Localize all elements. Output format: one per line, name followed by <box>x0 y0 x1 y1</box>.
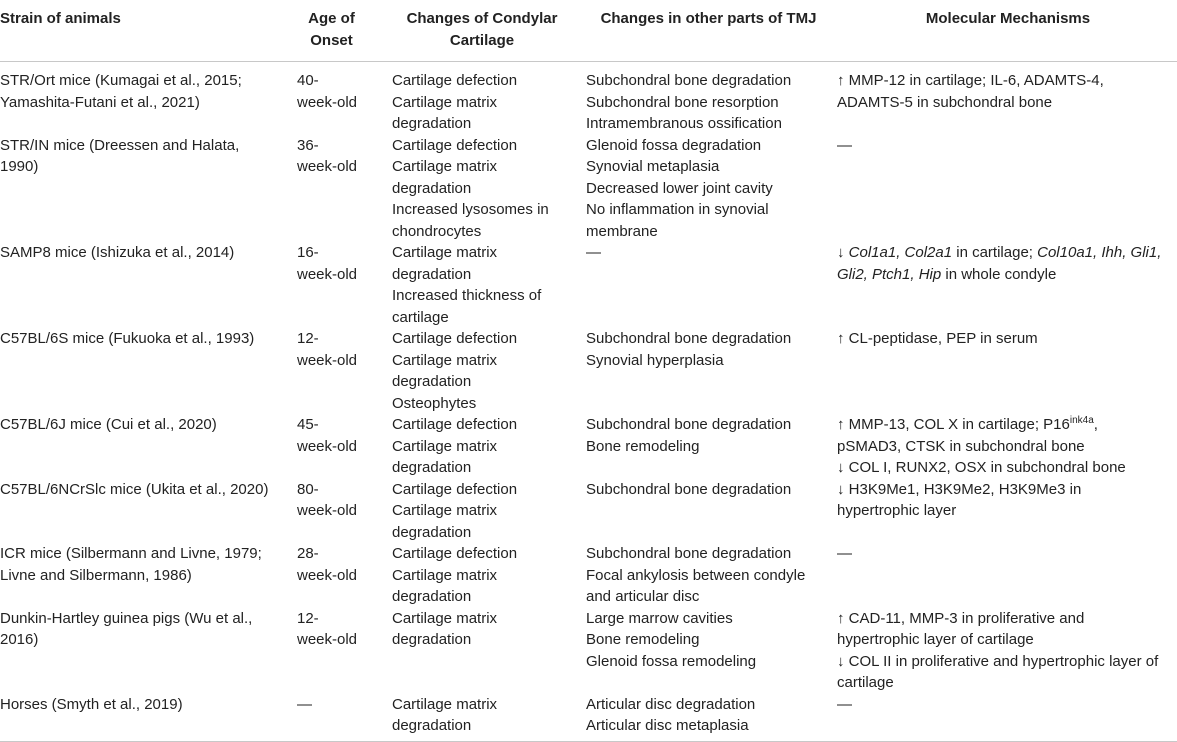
superscript: ink4a <box>1069 415 1094 426</box>
cell-condylar <box>382 414 582 479</box>
molecular-line: hypertrophic layer of cartilage <box>837 631 1034 648</box>
age-line: 45- <box>297 416 319 433</box>
molecular-line: ↑ CAD-11, MMP-3 in proliferative and <box>837 609 1085 627</box>
age-line: 28- <box>297 545 319 562</box>
cell-strain <box>0 479 281 544</box>
cell-age <box>281 608 382 694</box>
cell-age <box>281 328 382 414</box>
other-line: Subchondral bone degradation <box>586 416 792 433</box>
age-line: week-old <box>297 158 358 175</box>
header-other: Changes in other parts of TMJ <box>582 0 835 62</box>
strain-line: 1990) <box>0 158 39 175</box>
cell-strain <box>0 135 281 243</box>
molecular-line: ↓ H3K9Me1, H3K9Me2, H3K9Me3 in <box>837 480 1082 498</box>
strain-line: C57BL/6J mice (Cui et al., 2020) <box>0 416 217 433</box>
condylar-line: Cartilage matrix <box>392 502 498 519</box>
cell-condylar <box>382 62 582 135</box>
cell-condylar <box>382 242 582 328</box>
strain-line: C57BL/6S mice (Fukuoka et al., 1993) <box>0 330 255 347</box>
gene-names: Col1a1, Col2a1 <box>848 244 953 261</box>
condylar-line: degradation <box>392 179 472 197</box>
condylar-line: degradation <box>392 265 472 283</box>
strain-line: Horses (Smyth et al., 2019) <box>0 695 183 713</box>
condylar-line: Cartilage matrix <box>392 695 498 713</box>
age-line: — <box>297 695 312 713</box>
age-line: week-old <box>297 437 358 455</box>
condylar-line: Osteophytes <box>392 394 477 412</box>
cell-other <box>582 608 835 694</box>
strain-line: Yamashita-Futani et al., 2021) <box>0 93 200 111</box>
other-line: Large marrow cavities <box>586 609 733 627</box>
cell-condylar <box>382 135 582 243</box>
cell-strain <box>0 694 281 742</box>
table-row <box>0 694 1177 742</box>
condylar-line: degradation <box>392 631 472 648</box>
cell-molecular <box>835 479 1177 544</box>
cell-other <box>582 694 835 742</box>
condylar-line: degradation <box>392 523 472 541</box>
header-age-line1: Age of <box>308 10 355 27</box>
molecular-line: pSMAD3, CTSK in subchondral bone <box>837 437 1085 455</box>
molecular-line <box>837 264 1177 286</box>
cell-molecular <box>835 543 1177 608</box>
age-line: 36- <box>297 136 319 154</box>
condylar-line: Cartilage matrix <box>392 244 498 261</box>
header-condylar-line1: Changes of Condylar <box>406 10 558 27</box>
cell-molecular <box>835 62 1177 135</box>
condylar-line: Cartilage matrix <box>392 93 498 111</box>
condylar-line: Cartilage defection <box>392 480 518 498</box>
cell-age <box>281 414 382 479</box>
header-molecular: Molecular Mechanisms <box>835 0 1177 62</box>
cell-strain <box>0 62 281 135</box>
cell-condylar <box>382 543 582 608</box>
other-line: Focal ankylosis between condyle <box>586 566 806 584</box>
age-line: week-old <box>297 502 358 519</box>
cell-condylar <box>382 479 582 544</box>
cell-age <box>281 694 382 742</box>
age-line: week-old <box>297 631 358 648</box>
header-age <box>281 0 382 62</box>
molecular-text: ↑ MMP-13, COL X in cartilage; P16 <box>837 416 1070 433</box>
cell-molecular <box>835 414 1177 479</box>
other-line: Articular disc metaplasia <box>586 717 749 734</box>
cell-molecular <box>835 608 1177 694</box>
age-line: week-old <box>297 265 358 283</box>
age-line: 80- <box>297 480 319 498</box>
condylar-line: Cartilage matrix <box>392 351 498 369</box>
molecular-line: ↓ COL II in proliferative and hypertrophic layer of <box>837 652 1159 670</box>
header-condylar <box>382 0 582 62</box>
condylar-line: Increased thickness of <box>392 287 542 304</box>
other-line: Subchondral bone degradation <box>586 545 792 562</box>
other-line: No inflammation in synovial <box>586 201 769 218</box>
other-line: Articular disc degradation <box>586 695 756 713</box>
condylar-line: Cartilage defection <box>392 545 518 562</box>
other-line: Glenoid fossa degradation <box>586 136 762 154</box>
header-strain: Strain of animals <box>0 0 281 62</box>
table-header <box>0 0 1177 62</box>
strain-line: 2016) <box>0 631 39 648</box>
condylar-line: Cartilage defection <box>392 330 518 347</box>
other-line: Synovial metaplasia <box>586 158 720 175</box>
molecular-line: hypertrophic layer <box>837 502 957 519</box>
strain-line: SAMP8 mice (Ishizuka et al., 2014) <box>0 244 235 261</box>
table-row <box>0 414 1177 479</box>
condylar-line: degradation <box>392 115 472 132</box>
molecular-line: ↓ COL I, RUNX2, OSX in subchondral bone <box>837 459 1126 476</box>
molecular-text: in whole condyle <box>941 265 1057 283</box>
condylar-line: Cartilage matrix <box>392 437 498 455</box>
condylar-line: degradation <box>392 373 472 390</box>
age-line: 16- <box>297 244 319 261</box>
condylar-line: cartilage <box>392 308 449 326</box>
strain-line: Dunkin-Hartley guinea pigs (Wu et al., <box>0 609 253 627</box>
header-age-line2: Onset <box>310 31 353 49</box>
cell-other <box>582 62 835 135</box>
age-line: 40- <box>297 72 319 89</box>
other-line: membrane <box>586 222 658 240</box>
age-line: 12- <box>297 609 319 627</box>
age-line: week-old <box>297 93 358 111</box>
condylar-line: Cartilage defection <box>392 136 518 154</box>
condylar-line: Cartilage defection <box>392 416 518 433</box>
other-line: Bone remodeling <box>586 437 700 455</box>
cell-age <box>281 242 382 328</box>
age-line: week-old <box>297 566 358 584</box>
cell-condylar <box>382 328 582 414</box>
strain-line: C57BL/6NCrSlc mice (Ukita et al., 2020) <box>0 480 269 498</box>
cell-age <box>281 62 382 135</box>
cell-other <box>582 479 835 544</box>
condylar-line: degradation <box>392 459 472 476</box>
table-row <box>0 479 1177 544</box>
condylar-line: degradation <box>392 588 472 605</box>
condylar-line: chondrocytes <box>392 222 482 240</box>
strain-line: ICR mice (Silbermann and Livne, 1979; <box>0 545 262 562</box>
molecular-text: , <box>1093 416 1098 433</box>
table-body <box>0 62 1177 742</box>
other-line: — <box>586 244 601 261</box>
table-row <box>0 608 1177 694</box>
table-row <box>0 328 1177 414</box>
cell-age <box>281 479 382 544</box>
cell-age <box>281 135 382 243</box>
other-line: Bone remodeling <box>586 631 700 648</box>
cell-other <box>582 414 835 479</box>
molecular-line: — <box>837 695 852 713</box>
cell-other <box>582 328 835 414</box>
age-line: week-old <box>297 351 358 369</box>
age-line: 12- <box>297 330 319 347</box>
table-row <box>0 62 1177 135</box>
condylar-line: Cartilage defection <box>392 72 518 89</box>
cell-other <box>582 135 835 243</box>
strain-line: STR/IN mice (Dreessen and Halata, <box>0 136 240 154</box>
cell-strain <box>0 543 281 608</box>
molecular-line <box>837 242 1177 264</box>
molecular-text: in cartilage; <box>952 244 1038 261</box>
other-line: and articular disc <box>586 588 700 605</box>
molecular-line: ↑ CL-peptidase, PEP in serum <box>837 330 1038 347</box>
molecular-line: ADAMTS-5 in subchondral bone <box>837 93 1053 111</box>
cell-condylar <box>382 694 582 742</box>
molecular-line: ↑ MMP-12 in cartilage; IL-6, ADAMTS-4, <box>837 72 1104 89</box>
condylar-line: Cartilage matrix <box>392 566 498 584</box>
cell-strain <box>0 242 281 328</box>
table-row <box>0 242 1177 328</box>
cell-other <box>582 242 835 328</box>
other-line: Glenoid fossa remodeling <box>586 652 757 670</box>
cell-molecular <box>835 328 1177 414</box>
down-arrow: ↓ <box>837 244 849 261</box>
condylar-line: Cartilage matrix <box>392 609 498 627</box>
gene-names: Col10a1, Ihh, Gli1, <box>1037 244 1162 261</box>
strain-line: Livne and Silbermann, 1986) <box>0 566 192 584</box>
condylar-line: Increased lysosomes in <box>392 201 549 218</box>
header-condylar-line2: Cartilage <box>449 31 515 49</box>
cell-condylar <box>382 608 582 694</box>
other-line: Decreased lower joint cavity <box>586 179 773 197</box>
other-line: Subchondral bone degradation <box>586 72 792 89</box>
table-row <box>0 543 1177 608</box>
cell-molecular <box>835 242 1177 328</box>
strain-line: STR/Ort mice (Kumagai et al., 2015; <box>0 72 242 89</box>
molecular-line: — <box>837 136 852 154</box>
cell-molecular <box>835 694 1177 742</box>
other-line: Subchondral bone resorption <box>586 93 779 111</box>
cell-strain <box>0 414 281 479</box>
cell-molecular <box>835 135 1177 243</box>
molecular-line: cartilage <box>837 674 894 691</box>
cell-strain <box>0 608 281 694</box>
cell-age <box>281 543 382 608</box>
other-line: Subchondral bone degradation <box>586 480 792 498</box>
gene-names: Gli2, Ptch1, Hip <box>837 265 942 283</box>
table-row <box>0 135 1177 243</box>
condylar-line: degradation <box>392 717 472 734</box>
other-line: Intramembranous ossification <box>586 115 782 132</box>
cell-strain <box>0 328 281 414</box>
cell-other <box>582 543 835 608</box>
other-line: Synovial hyperplasia <box>586 351 724 369</box>
other-line: Subchondral bone degradation <box>586 330 792 347</box>
condylar-line: Cartilage matrix <box>392 158 498 175</box>
molecular-line: — <box>837 545 852 562</box>
molecular-line <box>837 414 1177 436</box>
